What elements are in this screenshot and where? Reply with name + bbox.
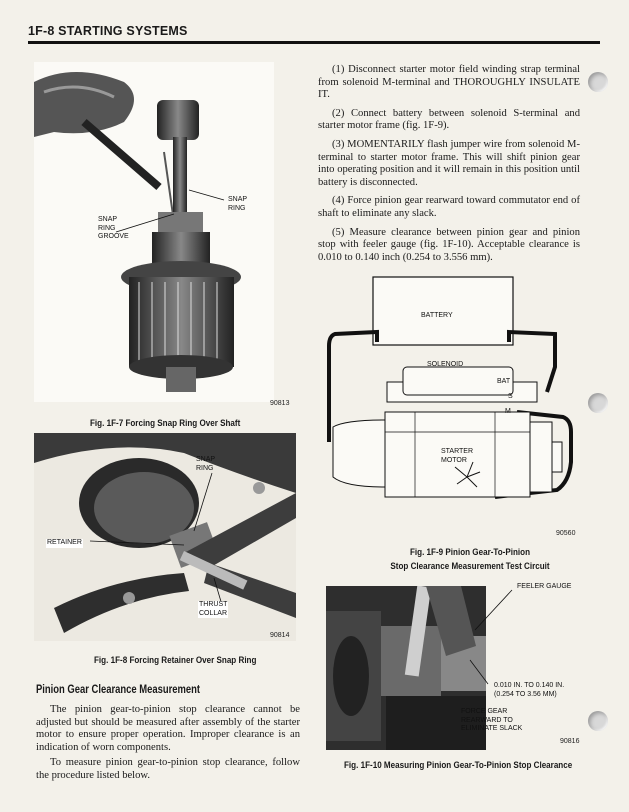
fig-1f8-caption: Fig. 1F-8 Forcing Retainer Over Snap Ring	[94, 655, 257, 666]
procedure-step-1: (1) Disconnect starter motor field winding strap terminal from solenoid M-terminal and THOROUGHLY INSULATE IT.	[318, 64, 580, 101]
fig-1f9-caption-line1: Fig. 1F-9 Pinion Gear-To-Pinion	[409, 547, 531, 558]
fig-1f9-caption-line2: Stop Clearance Measurement Test Circuit	[390, 561, 550, 572]
binder-hole-top	[588, 72, 608, 92]
fig-1f8-number: 90814	[270, 632, 290, 639]
section-paragraph: The pinion gear-to-pinion stop clearance cannot be adjusted but should be measured after assembly of the starter motor to ensure proper operation. Improper clearance is an indication of worn components.	[36, 704, 300, 753]
procedure-step-5: (5) Measure clearance between pinion gear and pinion stop with feeler gauge (fig. 1F-10). Acceptable clearance is 0.010 to 0.140 inch (0.254 to 3.556 mm).	[318, 226, 580, 263]
section-paragraph: To measure pinion gear-to-pinion stop clearance, follow the procedure listed below.	[36, 757, 300, 781]
fig-1f8-photo	[34, 433, 296, 641]
fig-1f7-label-snap-ring: SNAP RING	[228, 196, 248, 212]
fig-1f10-label-feeler-gauge: FEELER GAUGE	[517, 583, 572, 590]
binder-hole-middle	[588, 393, 608, 413]
procedure-steps	[318, 64, 580, 270]
fig-1f9-label-m: M	[505, 408, 511, 415]
procedure-step-3: (3) MOMENTARILY flash jumper wire from solenoid M-terminal to starter motor frame. This will shift pinion gear into operating position and it will remain in this position until battery is disconnected.	[318, 138, 580, 188]
armature-illustration	[34, 62, 274, 402]
binder-hole-bottom	[588, 711, 608, 731]
fig-1f9-label-solenoid: SOLENOID	[427, 361, 464, 368]
section-heading: Pinion Gear Clearance Measurement	[36, 684, 201, 696]
fig-1f7-photo	[34, 62, 274, 402]
fig-1f7-caption: Fig. 1F-7 Forcing Snap Ring Over Shaft	[90, 418, 241, 429]
page-header-title: 1F-8 STARTING SYSTEMS	[28, 24, 188, 38]
fig-1f9-circuit-diagram	[325, 272, 585, 522]
fig-1f10-label-force-gear: FORCE GEAR REARWARD TO ELIMINATE SLACK	[461, 708, 523, 732]
fig-1f9-caption	[353, 546, 588, 574]
fig-1f10-caption: Fig. 1F-10 Measuring Pinion Gear-To-Pinion Stop Clearance	[344, 760, 573, 771]
fig-1f7-label-snap-ring-groove: SNAP RING GROOVE	[98, 216, 129, 240]
battery-box	[373, 277, 513, 345]
fig-1f8-label-retainer: RETAINER	[47, 539, 82, 546]
fig-1f9-number: 90560	[556, 530, 576, 537]
fig-1f9-label-s: S	[508, 393, 513, 400]
fig-1f8-label-snap-ring: SNAP RING	[196, 456, 216, 472]
fig-1f9-label-battery: BATTERY	[421, 312, 453, 319]
procedure-step-4: (4) Force pinion gear rearward toward commutator end of shaft to eliminate any slack.	[318, 195, 580, 219]
fig-1f8-label-thrust-collar: THRUST COLLAR	[199, 601, 228, 617]
pliers-illustration	[34, 433, 296, 641]
header-rule	[28, 41, 600, 44]
fig-1f9-label-bat: BAT	[497, 378, 511, 385]
fig-1f7-number: 90813	[270, 400, 290, 407]
fig-1f10-number: 90816	[560, 738, 580, 745]
procedure-step-2: (2) Connect battery between solenoid S-terminal and starter motor frame (fig. 1F-9).	[318, 107, 580, 132]
section-body	[36, 704, 300, 789]
fig-1f10-label-clearance: 0.010 IN. TO 0.140 IN. (0.254 TO 3.56 MM)	[494, 682, 565, 698]
fig-1f9-label-starter-motor: STARTER MOTOR	[441, 448, 474, 464]
